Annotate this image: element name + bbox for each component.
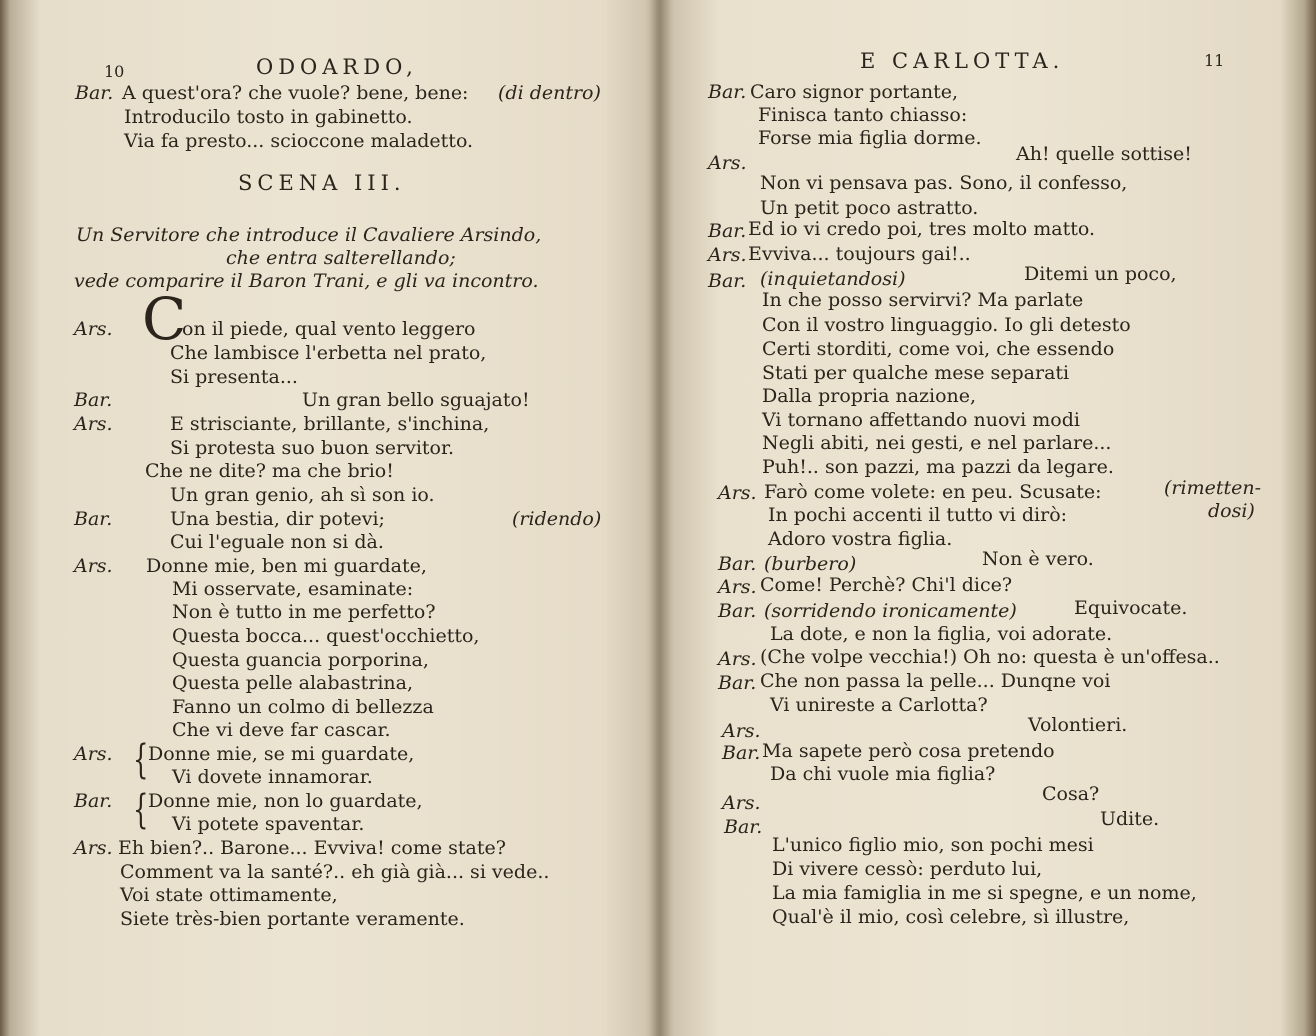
verse-line: Che lambisce l'erbetta nel prato, [170,342,487,364]
verse-line: Voi state ottimamente, [120,884,338,906]
right-page [660,0,1316,1036]
verse-line: Evviva... toujours gai!.. [748,243,971,265]
verse-line: Stati per qualche mese separati [762,362,1070,384]
brace-icon: { [133,737,149,783]
verse-line: Da chi vuole mia figlia? [770,763,996,785]
verse-line: Ditemi un poco, [1024,263,1177,285]
stage-aside: (inquietandosi) [760,268,906,290]
verse-line: Come! Perchè? Chi'l dice? [760,574,1013,596]
speaker-label: Bar. [74,508,113,530]
verse-line: Che non passa la pelle... Dunqne voi [760,670,1111,692]
brace-icon: { [133,787,149,833]
verse-line: Fanno un colmo di bellezza [172,696,434,718]
verse-line: A quest'ora? che vuole? bene, bene: [122,82,469,104]
stage-direction: Un Servitore che introduce il Cavaliere Arsindo, [76,224,542,246]
stage-aside: dosi) [1208,500,1255,522]
verse-line: In che posso servirvi? Ma parlate [762,289,1084,311]
verse-line: Un gran bello sguajato! [302,389,530,411]
verse-line: Non è tutto in me perfetto? [172,601,436,623]
verse-line: Mi osservate, esaminate: [172,578,414,600]
verse-line: Non è vero. [982,548,1094,570]
verse-line: Qual'è il mio, così celebre, sì illustre, [772,906,1130,928]
verse-line: Un gran genio, ah sì son io. [170,484,435,506]
verse-line: Via fa presto... scioccone maladetto. [124,130,474,152]
verse-line: Comment va la santé?.. eh già già... si vede.. [120,861,550,883]
stage-direction: vede comparire il Baron Trani, e gli va incontro. [74,270,539,292]
verse-line: E strisciante, brillante, s'inchina, [170,413,490,435]
verse-line: Che vi deve far cascar. [172,719,391,741]
verse-line: Puh!.. son pazzi, ma pazzi da legare. [762,456,1114,478]
verse-line: Di vivere cessò: perduto lui, [772,858,1043,880]
verse-line: Eh bien?.. Barone... Evviva! come state? [118,837,506,859]
speaker-label: Ars. [722,792,761,814]
verse-line: Udite. [1100,808,1160,830]
verse-line: Ah! quelle sottise! [1016,143,1192,165]
verse-line: Un petit poco astratto. [760,197,979,219]
verse-line: Questa guancia porporina, [172,649,429,671]
left-page [0,0,655,1036]
verse-line: Vi tornano affettando nuovi modi [762,409,1080,431]
speaker-label: Ars. [718,576,757,598]
speaker-label: Ars. [708,244,747,266]
speaker-label: Ars. [708,152,747,174]
speaker-label: Bar. [74,389,113,411]
running-head: E CARLOTTA. [860,49,1065,73]
verse-line: Vi potete spaventar. [172,813,365,835]
stage-aside: (sorridendo ironicamente) [764,600,1017,622]
scene-heading: SCENA III. [238,171,406,195]
verse-line: Siete très-bien portante veramente. [120,908,465,930]
speaker-label: Bar. [718,600,757,622]
speaker-label: Ars. [74,555,113,577]
speaker-label: Ars. [74,743,113,765]
verse-line: Forse mia figlia dorme. [758,127,982,149]
speaker-label: Bar. [722,742,761,764]
verse-line: La dote, e non la figlia, voi adorate. [770,623,1113,645]
verse-line: Introducilo tosto in gabinetto. [124,106,413,128]
speaker-label: Bar. [75,82,114,104]
speaker-label: Ars. [718,648,757,670]
stage-aside: (ridendo) [512,508,602,530]
speaker-label: Ars. [722,720,761,742]
speaker-label: Bar. [74,790,113,812]
verse-line: Ed io vi credo poi, tres molto matto. [748,218,1096,240]
verse-line: Adoro vostra figlia. [768,528,953,550]
verse-line: Negli abiti, nei gesti, e nel parlare... [762,432,1112,454]
verse-line: Che ne dite? ma che brio! [145,460,394,482]
verse-line: Certi storditi, come voi, che essendo [762,338,1115,360]
drop-cap: C [142,285,187,353]
verse-line: Ma sapete però cosa pretendo [762,740,1055,762]
stage-aside: (burbero) [764,553,857,575]
verse-line: In pochi accenti il tutto vi dirò: [768,504,1068,526]
verse-line: Vi dovete innamorar. [172,766,373,788]
speaker-label: Ars. [74,413,113,435]
verse-line: Cosa? [1042,783,1100,805]
verse-line: Si protesta suo buon servitor. [170,437,455,459]
verse-line: L'unico figlio mio, son pochi mesi [772,834,1094,856]
stage-aside: (di dentro) [498,82,601,104]
verse-line: Donne mie, ben mi guardate, [146,555,427,577]
speaker-label: Bar. [708,220,747,242]
verse-line: Con il vostro linguaggio. Io gli detesto [762,314,1131,336]
page-number: 10 [104,62,125,81]
verse-line: Donne mie, se mi guardate, [148,743,415,765]
verse-line: Una bestia, dir potevi; [170,508,385,530]
speaker-label: Ars. [74,837,113,859]
verse-line: Farò come volete: en peu. Scusate: [764,481,1102,503]
verse-line: Questa bocca... quest'occhietto, [172,625,480,647]
verse-line: Si presenta... [170,366,298,388]
stage-direction: che entra salterellando; [226,247,456,269]
verse-line: Vi unireste a Carlotta? [770,694,988,716]
running-head: ODOARDO, [256,55,418,79]
verse-line: on il piede, qual vento leggero [182,318,476,340]
speaker-label: Bar. [724,816,763,838]
verse-line: Volontieri. [1028,714,1128,736]
stage-aside: (rimetten- [1164,477,1262,499]
verse-line: La mia famiglia in me si spegne, e un nome, [772,882,1197,904]
speaker-label: Bar. [708,270,747,292]
verse-line: Finisca tanto chiasso: [758,104,968,126]
verse-line: Caro signor portante, [750,81,959,103]
speaker-label: Bar. [718,553,757,575]
verse-line: Non vi pensava pas. Sono, il confesso, [760,172,1128,194]
verse-line: Donne mie, non lo guardate, [148,790,423,812]
speaker-label: Ars. [74,318,113,340]
verse-line: Questa pelle alabastrina, [172,672,414,694]
verse-line: Dalla propria nazione, [762,385,977,407]
speaker-label: Bar. [718,672,757,694]
page-number: 11 [1204,51,1225,70]
verse-line: Cui l'eguale non si dà. [170,531,384,553]
speaker-label: Bar. [708,81,747,103]
speaker-label: Ars. [718,482,757,504]
verse-line: Equivocate. [1074,597,1188,619]
verse-line: (Che volpe vecchia!) Oh no: questa è un'offesa.. [760,646,1220,668]
